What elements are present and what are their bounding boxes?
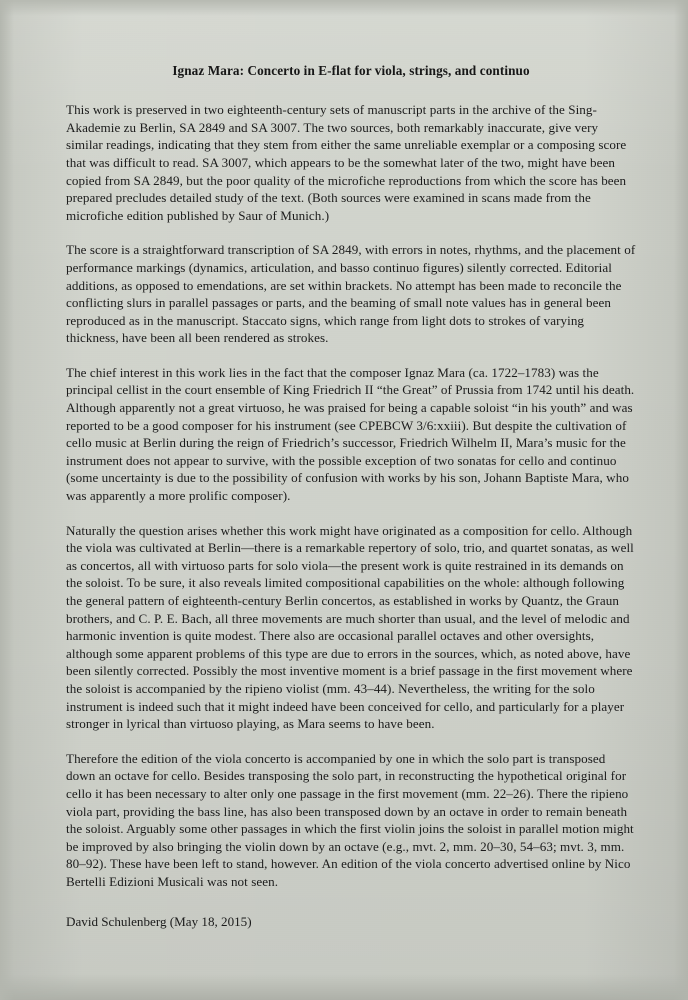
- page-title: Ignaz Mara: Concerto in E-flat for viola, strings, and continuo: [172, 63, 530, 78]
- author-signature: David Schulenberg (May 18, 2015): [66, 913, 252, 929]
- paragraph-composer-background: The chief interest in this work lies in the fact that the composer Ignaz Mara (ca. 1722–1783) was the principal cellist in the court ensemble of King Friedrich II “the Great” of Prussia from 1742 until his death. Although apparently not a great virtuoso, he was praised for being a capable soloist “in his youth” and was reported to be a good composer for his instrument (see CPEBCW 3/6:xxiii). But despite the cultivation of cello music at Berlin during the reign of Friedrich’s successor, Friedrich Wilhelm II, Mara’s music for the instrument does not appear to survive, with the possible exception of two sonatas for cello and continuo (some uncertainty is due to the possibility of confusion with works by his son, Johann Baptiste Mara, who was apparently a more prolific composer).: [66, 364, 635, 504]
- paragraph-cello-edition: Therefore the edition of the viola concerto is accompanied by one in which the solo part is transposed down an octave for cello. Besides transposing the solo part, in reconstructing the hypothetical original for cello it has been necessary to alter only one passage in the first movement (mm. 22–26). There the ripieno viola part, providing the bass line, has also been transposed down by an octave in order to remain beneath the soloist. Arguably some other passages in which the first violin joins the soloist in parallel motion might be improved by also bringing the violin down by an octave (e.g., mvt. 2, mm. 20–30, 54–63; mvt. 3, mm. 80–92). These have been left to stand, however. An edition of the viola concerto advertised online by Nico Bertelli Edizioni Musicali was not seen.: [66, 750, 634, 889]
- page-edge-bottom: [0, 974, 688, 1000]
- paragraph-sources: This work is preserved in two eighteenth-century sets of manuscript parts in the archive of the Sing-Akademie zu Berlin, SA 2849 and SA 3007. The two sources, both remarkably inaccurate, give very similar readings, indicating that they stem from either the same unreliable exemplar or a composing score that was difficult to read. SA 3007, which appears to be the somewhat later of the two, might have been copied from SA 2849, but the poor quality of the microfiche reproductions from which the score has been prepared precludes detailed study of the text. (Both sources were examined in scans made from the microfiche edition published by Saur of Munich.): [66, 102, 627, 223]
- paragraph-editorial-method: The score is a straightforward transcription of SA 2849, with errors in notes, rhythms, and the placement of performance markings (dynamics, articulation, and basso continuo figures) silently corrected. Editorial additions, as opposed to emendations, are set within brackets. No attempt has been made to reconcile the conflicting slurs in parallel passages or parts, and the beaming of small note values has in general been reproduced as in the manuscript. Staccato signs, which range from light dots to strokes of varying thickness, have been all been rendered as strokes.: [66, 242, 636, 346]
- document-body: [66, 62, 636, 930]
- page-edge-top: [0, 0, 688, 16]
- page-edge-left: [0, 0, 14, 1000]
- paragraph-cello-origin-question: Naturally the question arises whether this work might have originated as a composition for cello. Although the viola was cultivated at Berlin—there is a remarkable repertory of solo, trio, and quartet sonatas, as well as concertos, all with virtuoso parts for solo viola—the present work is quite restrained in its demands on the soloist. To be sure, it also reveals limited compositional capabilities on the whole: although following the general pattern of eighteenth-century Berlin concertos, as established in works by Quantz, the Graun brothers, and C. P. E. Bach, all three movements are much shorter than usual, and the level of melodic and harmonic invention is quite modest. There also are occasional parallel octaves and other oversights, although some apparent problems of this type are due to errors in the sources, which, as noted above, have been silently corrected. Possibly the most inventive moment is a brief passage in the first movement where the soloist is accompanied by the ripieno violist (mm. 43–44). Nevertheless, the writing for the solo instrument is indeed such that it might indeed have been conceived for cello, and particularly for a player stronger in lyrical than virtuoso playing, as Mara seems to have been.: [66, 522, 634, 732]
- page-edge-right: [674, 0, 688, 1000]
